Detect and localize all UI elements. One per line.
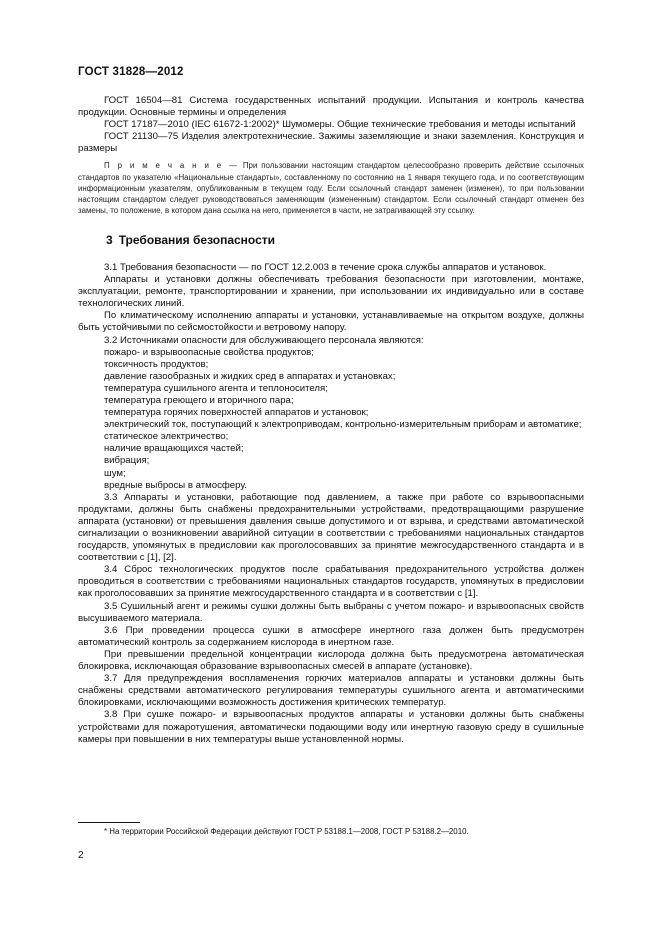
reference-item: ГОСТ 16504—81 Система государственных испытаний продукции. Испытания и контроль качества продукции. Основные термины и определения: [78, 95, 584, 119]
paragraph: Аппараты и установки должны обеспечивать требования безопасности при изготовлении, монтаже, эксплуатации, ремонте, транспортировании и хранении, при использовании их индивидуально или в составе технологических линий.: [78, 274, 584, 310]
paragraph: 3.6 При проведении процесса сушки в атмосфере инертного газа должен быть предусмотрен автоматический контроль за содержанием кислорода в инертном газе.: [78, 624, 584, 648]
paragraph: При превышении предельной концентрации кислорода должна быть предусмотрена автоматическая блокировка, исключающая образование взрывоопасных смесей в аппарате (установке).: [78, 648, 584, 673]
note: [78, 160, 584, 215]
hazard-item: наличие вращающихся частей;: [104, 443, 244, 455]
footnote-divider: [78, 822, 140, 823]
document-body: [78, 95, 584, 746]
reference-item: ГОСТ 17187—2010 (IEC 61672-1:2002)* Шумомеры. Общие технические требования и методы испытаний: [104, 119, 576, 131]
hazard-item: электрический ток, поступающий к электроприводам, контрольно-измерительным приборам и автоматике;: [104, 419, 582, 431]
hazard-item: температура греющего и вторичного пара;: [104, 394, 294, 406]
note-label: П р и м е ч а н и е —: [104, 161, 239, 171]
paragraph: 3.7 Для предупреждения воспламенения горючих материалов аппараты и установки должны быть снабжены средствами автоматического регулирования температуры сушильного агента и автоматическими блокировками, исключающими возможность достижения критических температур.: [78, 673, 584, 709]
hazard-item: вибрация;: [104, 455, 150, 467]
page-number: 2: [78, 850, 84, 861]
reference-item: ГОСТ 21130—75 Изделия электротехнические. Зажимы заземляющие и знаки заземления. Конструкция и размеры: [78, 131, 584, 155]
hazard-item: температура горячих поверхностей аппаратов и установок;: [104, 407, 369, 419]
section-title: Требования безопасности: [118, 232, 276, 247]
paragraph: 3.4 Сброс технологических продуктов после срабатывания предохранительного устройства должен проводиться в соответствии с требованиями национальных стандартов государств, упомянутых в предисловии как проголосовавших за принятие межгосударственного стандарта и в соответствии с [1].: [78, 564, 584, 600]
hazard-item: температура сушильного агента и теплоносителя;: [104, 382, 328, 394]
paragraph: По климатическому исполнению аппараты и установки, устанавливаемые на открытом воздухе, должны быть устойчивыми по сейсмостойкости и ветровому напору.: [78, 310, 584, 334]
hazard-item: токсичность продуктов;: [104, 358, 209, 370]
paragraph: 3.3 Аппараты и установки, работающие под давлением, а также при работе со взрывоопасными продуктами, должны быть снабжены предохранительными устройствами, предотвращающими разрушение аппарата (установки) от превышения давления свыше допустимого и от взрыва, и средствами автоматической сигнализации о возникновении аварийной ситуации в соответствии с требованиями национальных стандартов государств, упомянутых в предисловии как проголосовавших за принятие межгосударственного стандарта и в соответствии с [1], [2].: [78, 491, 584, 564]
hazard-item: статическое электричество;: [104, 431, 229, 443]
page-header: ГОСТ 31828—2012: [78, 66, 184, 78]
hazard-item: пожаро- и взрывоопасные свойства продуктов;: [104, 346, 314, 358]
paragraph: 3.2 Источниками опасности для обслуживающего персонала являются:: [104, 334, 424, 346]
paragraph: 3.5 Сушильный агент и режимы сушки должны быть выбраны с учетом пожаро- и взрывоопасных свойств высушиваемого материала.: [78, 600, 584, 624]
hazard-item: давление газообразных и жидких сред в аппаратах и установках;: [104, 370, 396, 382]
note-text: При пользовании настоящим стандартом целесообразно проверить действие ссылочных стандартов по указателю «Национальные стандарты», составленному по состоянию на 1 января текущего года, и по соответствующим информационным указателям, опубликованным в текущем году. Если ссылочный стандарт заменен (изменен), то при пользовании настоящим стандартом следует руководствоваться заменяющим (измененным) стандартом. Если ссылочный стандарт отменен без замены, то положение, в котором дана ссылка на него, применяется в части, не затрагивающей эту ссылку.: [78, 161, 584, 215]
section-number: 3: [106, 232, 113, 247]
paragraph: 3.1 Требования безопасности — по ГОСТ 12.2.003 в течение срока службы аппаратов и установок.: [104, 261, 547, 273]
paragraph: 3.8 При сушке пожаро- и взрывоопасных продуктов аппараты и установки должны быть снабжены устройствами для пожаротушения, автоматически подающими воду или инертную газовую среду в сушильные камеры при повышении в них температуры выше установленной нормы.: [78, 709, 584, 745]
section-heading: [106, 233, 584, 247]
footnote: * На территории Российской Федерации действуют ГОСТ Р 53188.1—2008, ГОСТ Р 53188.2—2010.: [104, 827, 469, 836]
hazard-item: шум;: [104, 467, 126, 479]
hazard-item: вредные выбросы в атмосферу.: [104, 479, 247, 491]
